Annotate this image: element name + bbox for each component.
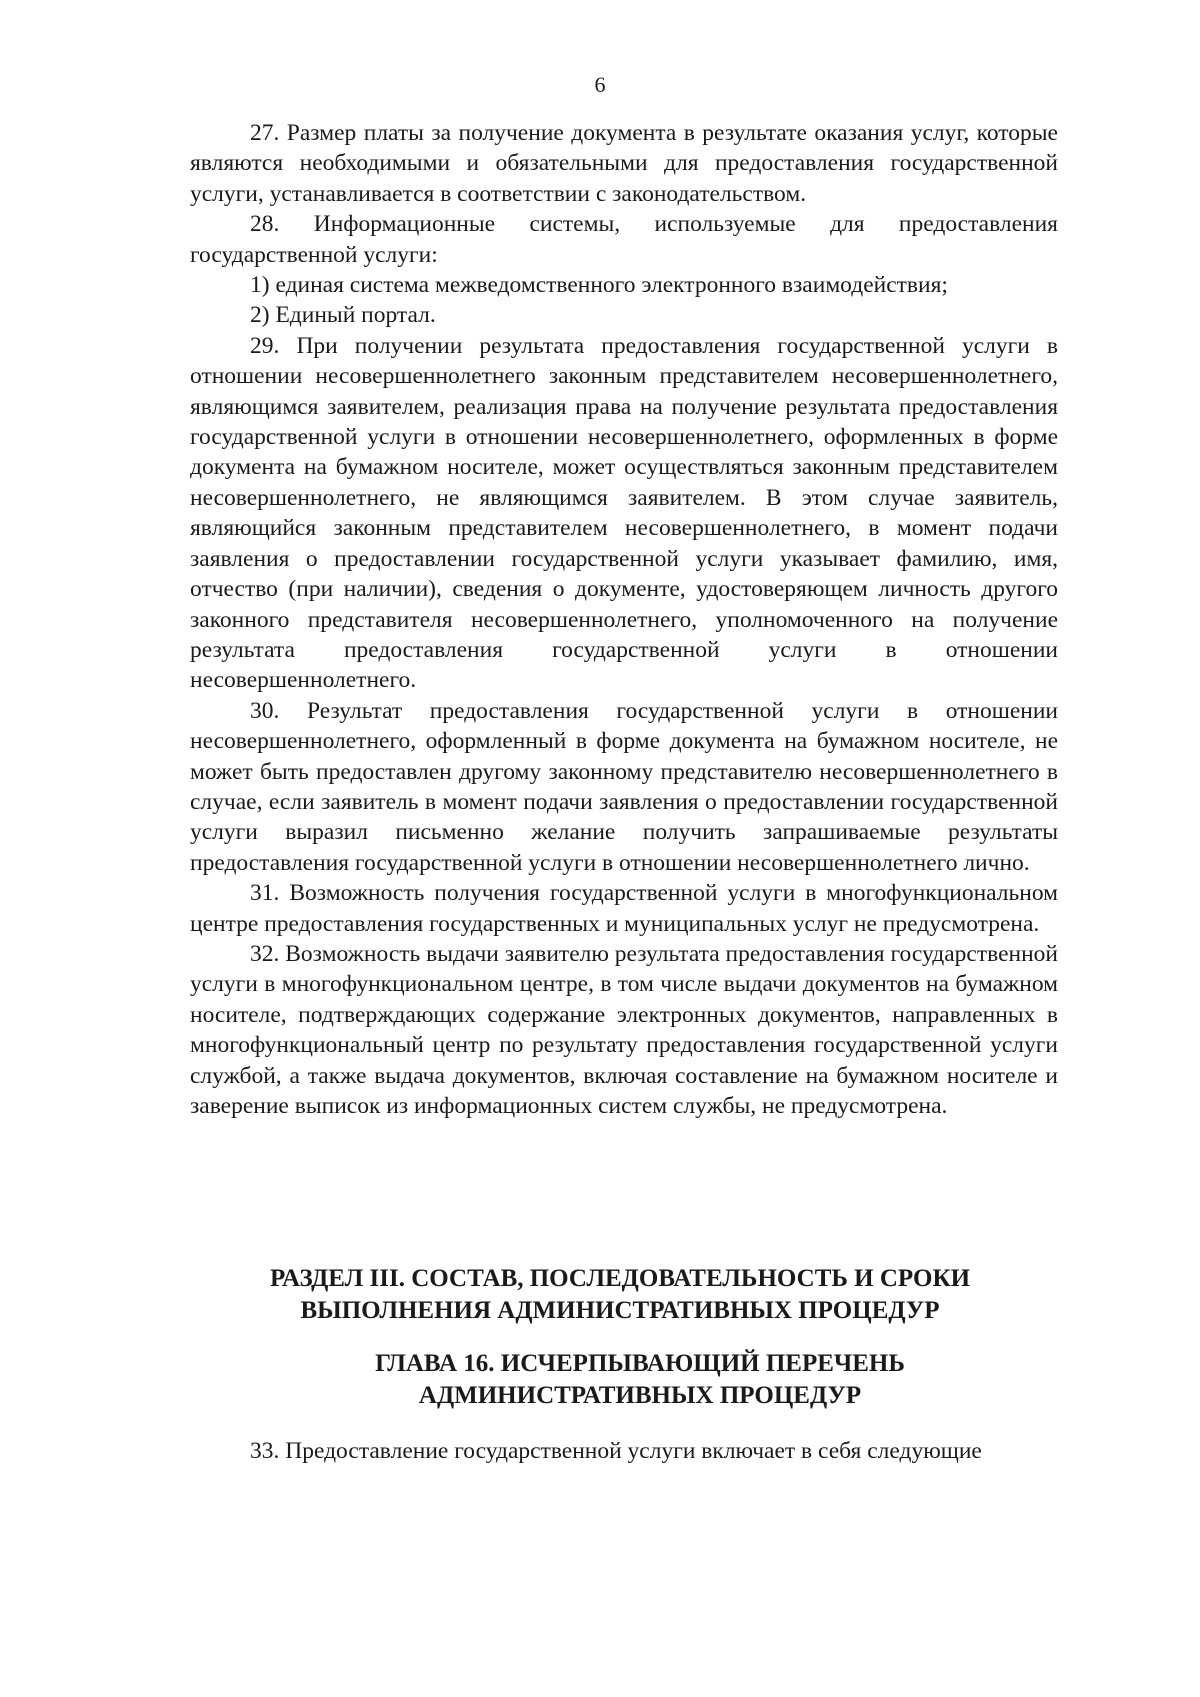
- paragraph-33: 33. Предоставление государственной услуги включает в себя следующие: [250, 1438, 982, 1464]
- chapter-heading-line-2: АДМИНИСТРАТИВНЫХ ПРОЦЕДУР: [418, 1382, 862, 1409]
- section-heading-line-1: РАЗДЕЛ III. СОСТАВ, ПОСЛЕДОВАТЕЛЬНОСТЬ И СРОКИ: [269, 1265, 971, 1292]
- section-heading: [200, 1263, 1040, 1327]
- paragraph-30: 30. Результат предоставления государственной услуги в отношении несовершеннолетнего, оформленный в форме документа на бумажном носителе, не может быть предоставлен другому законному представителю несовершеннолетнего в случае, если заявитель в момент подачи заявления о предоставлении государственной услуги выразил письменно желание получить запрашиваемые результаты предоставления государственной услуги в отношении несовершеннолетнего лично.: [190, 697, 1058, 876]
- chapter-heading-line-1: ГЛАВА 16. ИСЧЕРПЫВАЮЩИЙ ПЕРЕЧЕНЬ: [375, 1350, 905, 1377]
- section-heading-line-2: ВЫПОЛНЕНИЯ АДМИНИСТРАТИВНЫХ ПРОЦЕДУР: [300, 1297, 940, 1324]
- page-number: 6: [594, 72, 606, 97]
- document-body: [190, 118, 1058, 1121]
- paragraph-29: 29. При получении результата предоставления государственной услуги в отношении несовершеннолетнего законным представителем несовершеннолетнего, являющимся заявителем, реализация права на получение результата предоставления государственной услуги в отношении несовершеннолетнего, оформленных в форме документа на бумажном носителе, может осуществляться законным представителем несовершеннолетнего, не являющимся заявителем. В этом случае заявитель, являющийся законным представителем несовершеннолетнего, в момент подачи заявления о предоставлении государственной услуги указывает фамилию, имя, отчество (при наличии), сведения о документе, удостоверяющем личность другого законного представителя несовершеннолетнего, уполномоченного на получение результата предоставления государственной услуги в отношении несовершеннолетнего.: [190, 332, 1058, 694]
- paragraph-32: 32. Возможность выдачи заявителю результата предоставления государственной услуги в многофункциональном центре, в том числе выдачи документов на бумажном носителе, подтверждающих содержание электронных документов, направленных в многофункциональный центр по результату предоставления государственной услуги службой, а также выдача документов, включая составление на бумажном носителе и заверение выписок из информационных систем службы, не предусмотрена.: [190, 940, 1058, 1119]
- list-item-2: 2) Единый портал.: [250, 302, 436, 329]
- chapter-heading: [310, 1348, 970, 1412]
- paragraph-28: 28. Информационные системы, используемые для предоставления государственной услуги:: [190, 211, 1058, 268]
- list-item-1: 1) единая система межведомственного электронного взаимодействия;: [250, 272, 948, 299]
- paragraph-27: 27. Размер платы за получение документа в результате оказания услуг, которые являются необходимыми и обязательными для предоставления государственной услуги, устанавливается в соответствии с законодательством.: [190, 120, 1058, 207]
- document-body-continued: [190, 1436, 1058, 1466]
- paragraph-31: 31. Возможность получения государственной услуги в многофункциональном центре предоставления государственных и муниципальных услуг не предусмотрена.: [190, 880, 1058, 937]
